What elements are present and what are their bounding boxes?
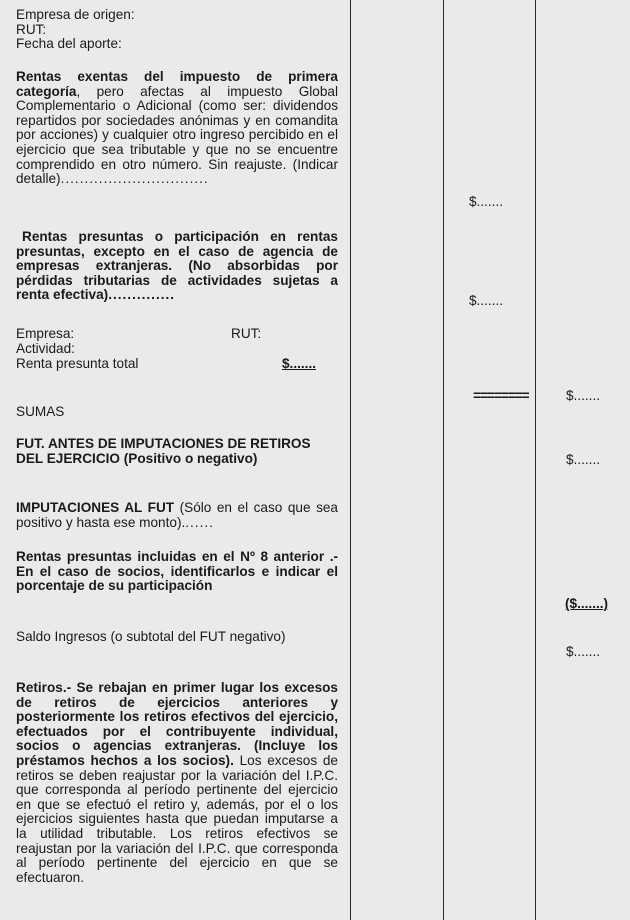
empresa-origen-label: Empresa de origen: (16, 7, 135, 22)
column-divider-3 (535, 0, 536, 920)
imputaciones-paragraph (16, 501, 338, 530)
fut-paragraph: FUT. ANTES DE IMPUTACIONES DE RETIROS DEL EJERCICIO (Positivo o negativo) (16, 436, 311, 466)
sumas-amount: $....... (566, 388, 600, 403)
rut-label: RUT: (16, 21, 47, 37)
imputaciones-dots: ...... (185, 514, 214, 530)
renta-presunta-total-amount: $....... (282, 356, 316, 371)
rentas-incluidas-paragraph: Rentas presuntas incluidas en el Nº 8 anterior .- En el caso de socios, identificarlos e indicar el porcentaje de su participación (16, 549, 338, 594)
empresa-label: Empresa: (16, 326, 75, 341)
renta-presunta-total-label: Renta presunta total (16, 356, 139, 371)
column-divider-2 (443, 0, 444, 920)
rentas-presuntas-amount: $....... (469, 293, 503, 308)
fecha-aporte-label: Fecha del aporte: (16, 36, 122, 52)
header-block (16, 8, 338, 52)
imputaciones-title: IMPUTACIONES AL FUT (16, 500, 175, 515)
rentas-exentas-amount: $....... (469, 194, 503, 209)
rentas-exentas-title: Rentas exentas del impuesto de primera categoría (16, 69, 338, 99)
sumas-label: SUMAS (16, 404, 65, 419)
actividad-label: Actividad: (16, 341, 75, 356)
rentas-exentas-text: , pero afectas al impuesto Global Complementario o Adicional (como ser: dividendos repartidos por sociedades anónimas y en comandita por acciones) y cualquier otro ingreso percibido en el ejercicio que sea tributable y que no se encuentre comprendido en otro número. Sin reajuste. (Indicar detalle) (16, 83, 338, 187)
column-divider-1 (350, 0, 351, 920)
rentas-presuntas-text: Rentas presuntas o participación en rentas presuntas, excepto en el caso de agencia de empresas extranjeras. (No absorbidas por pérdidas tributarias de actividades sujetas a renta efectiva) (16, 229, 338, 303)
rentas-exentas-paragraph (16, 70, 338, 187)
saldo-ingresos-label: Saldo Ingresos (o subtotal del FUT negativo) (16, 629, 286, 644)
imputaciones-text: (Sólo en el caso que sea positivo y hasta ese monto). (16, 500, 338, 530)
retiros-paragraph (16, 681, 338, 885)
rentas-presuntas-dots: .............. (108, 287, 176, 303)
empresa-rut-label: RUT: (231, 326, 262, 341)
rentas-presuntas-paragraph (16, 230, 338, 303)
rentas-incluidas-amount: ($.......) (565, 596, 609, 611)
saldo-ingresos-amount: $....... (566, 644, 600, 659)
retiros-text: Los excesos de retiros se deben reajustar por la variación del I.P.C. que corresponda al período pertinente del ejercicio en que se efectuó el retiro y, además, por el o los ejercicios siguientes hasta que puedan imputarse a la utilidad tributable. Los retiros efectivos se reajustan por la variación del I.P.C. que corresponda al período pertinente del ejercicio en que se efectuaron. (16, 752, 338, 885)
fut-amount: $....... (566, 452, 600, 467)
retiros-title: Retiros.- Se rebajan en primer lugar los excesos de retiros de ejercicios anteriores y posteriormente los retiros efectivos del ejercicio, efectuados por el contribuyente individual, socios o agencias extranjeras. (Incluye los préstamos hechos a los socios). (16, 680, 338, 768)
rentas-exentas-dots: ............................... (60, 171, 209, 187)
sumas-double-line: ======== (473, 388, 529, 403)
